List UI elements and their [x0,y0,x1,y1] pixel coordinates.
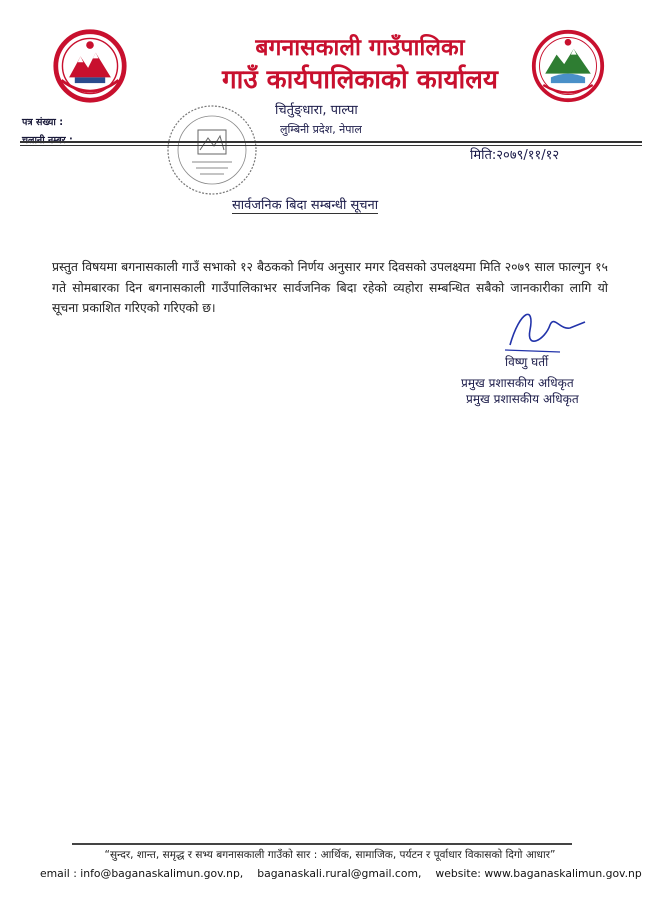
notice-subject: सार्वजनिक बिदा सम्बन्धी सूचना [232,195,378,214]
footer-email[interactable]: email : info@baganaskalimun.gov.np, [40,867,244,880]
footer-contact [40,867,642,880]
footer-website[interactable]: website: www.baganaskalimun.gov.np [435,867,642,880]
issue-date: मिति:२०७९/११/१२ [470,148,560,163]
address-line-2: लुम्बिनी प्रदेश, नेपाल [280,123,362,136]
address-line-1: चिर्तुङ्धारा, पाल्पा [275,103,358,118]
signatory-name: विष्णु घर्ती [505,355,549,369]
footer-email-2[interactable]: baganaskali.rural@gmail.com, [257,867,422,880]
signatory-title-2: प्रमुख प्रशासकीय अधिकृत [466,392,579,406]
footer-rule [72,843,572,845]
signatory-title-1: प्रमुख प्रशासकीय अधिकृत [461,376,574,390]
nepal-emblem-left-icon [52,28,128,104]
signature-icon [490,300,600,358]
footer-motto: “सुन्दर, शान्त, समृद्ध र सभ्य बगनासकाली गाउँको सार : आर्थिक, सामाजिक, पर्यटन र पूर्वाधार विकासको दिगो आधार” [104,849,556,861]
notice-body: प्रस्तुत विषयमा बगनासकाली गाउँ सभाको १२ बैठकको निर्णय अनुसार मगर दिवसको उपलक्ष्यमा मिति २०७९ साल फाल्गुन १५ गते सोमबारका दिन बगनासकाली गाउँपालिकाभर सार्वजनिक बिदा रहेको व्यहोरा सम्बन्धित सबैको जानकारीका लागि यो सूचना प्रकाशित गरिएको गरिएको छ। [52,259,608,315]
letter-number-label: पत्र संख्या : [22,117,64,128]
org-name: बगनासकाली गाउँपालिका [255,35,465,61]
header-rule [20,141,642,143]
office-name: गाउँ कार्यपालिकाको कार्यालय [222,65,498,95]
office-stamp-icon [162,100,262,200]
